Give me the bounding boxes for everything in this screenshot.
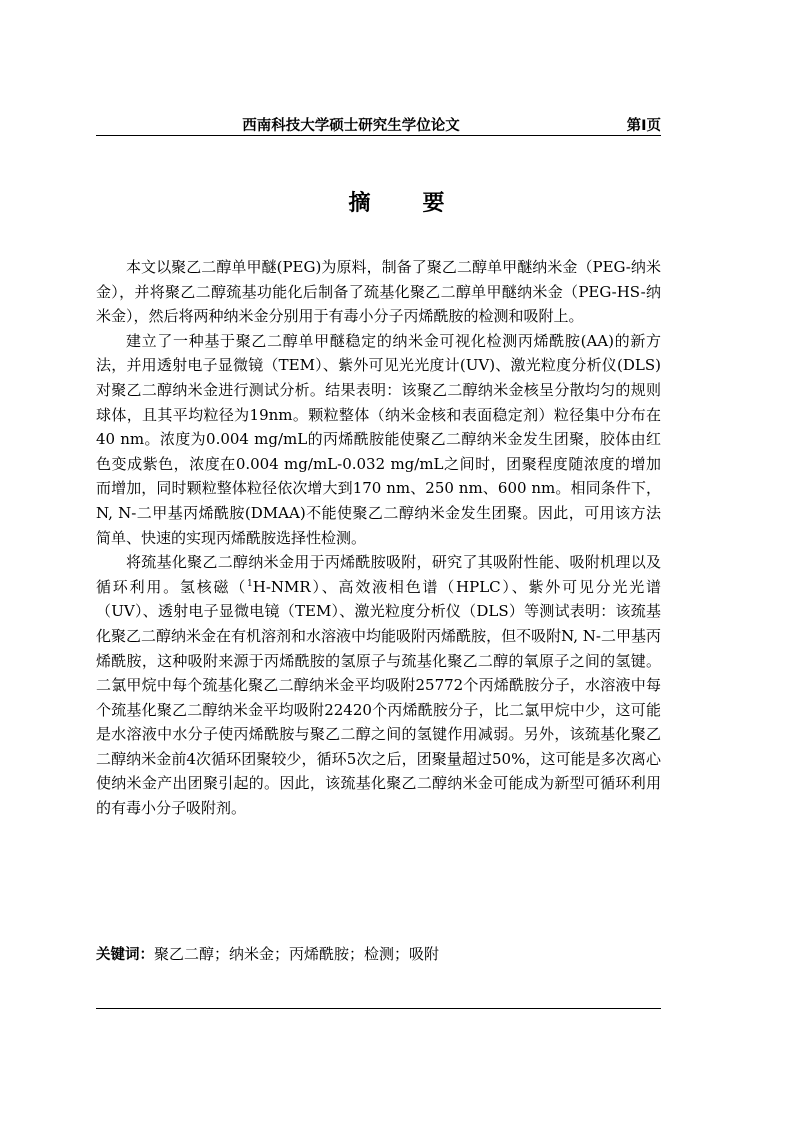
- abstract-body: [96, 255, 661, 821]
- running-header: [96, 112, 661, 136]
- paragraph-3-part-b: H-NMR）、高效液相色谱（HPLC）、紫外可见分光光谱（UV）、透射电子显微电镜（TEM）、激光粒度分析仪（DLS）等测试表明：该巯基化聚乙二醇纳米金在有机溶剂和水溶液中均能吸附丙烯酰胺，但不吸附N, N-二甲基丙烯酰胺，这种吸附来源于丙烯酰胺的氢原子与巯基化聚乙二醇的氧原子之间的氢键。二氯甲烷中每个巯基化聚乙二醇纳米金平均吸附25772个丙烯酰胺分子，水溶液中每个巯基化聚乙二醇纳米金平均吸附22420个丙烯酰胺分子，比二氯甲烷中少，这可能是水溶液中水分子使丙烯酰胺与聚乙二醇之间的氢键作用减弱。另外，该巯基化聚乙二醇纳米金前4次循环团聚较少，循环5次之后，团聚量超过50%，这可能是多次离心使纳米金产出团聚引起的。因此，该巯基化聚乙二醇纳米金可能成为新型可循环利用的有毒小分子吸附剂。: [96, 577, 661, 818]
- keywords-line: [96, 942, 661, 967]
- abstract-paragraph-1: 本文以聚乙二醇单甲醚(PEG)为原料，制备了聚乙二醇单甲醚纳米金（PEG-纳米金），并将聚乙二醇巯基功能化后制备了巯基化聚乙二醇单甲醚纳米金（PEG-HS-纳米金），然后将两种纳米金分别用于有毒小分子丙烯酰胺的检测和吸附上。: [96, 258, 661, 326]
- paragraph-3-part-a: 将巯基化聚乙二醇纳米金用于丙烯酰胺吸附，研究了其吸附性能、吸附机理以及循环利用。氢核磁（: [96, 553, 661, 596]
- footer-divider: [96, 1008, 661, 1009]
- abstract-paragraph-2: 建立了一种基于聚乙二醇单甲醚稳定的纳米金可视化检测丙烯酰胺(AA)的新方法，并用透射电子显微镜（TEM）、紫外可见光光度计(UV)、激光粒度分析仪(DLS)对聚乙二醇纳米金进行测试分析。结果表明：该聚乙二醇纳米金核呈分散均匀的规则球体，且其平均粒径为19nm。颗粒整体（纳米金核和表面稳定剂）粒径集中分布在40 nm。浓度为0.004 mg/mL的丙烯酰胺能使聚乙二醇纳米金发生团聚，胶体由红色变成紫色，浓度在0.004 mg/mL-0.032 mg/mL之间时，团聚程度随浓度的增加而增加，同时颗粒整体粒径依次增大到170 nm、250 nm、600 nm。相同条件下，N, N-二甲基丙烯酰胺(DMAA)不能使聚乙二醇纳米金发生团聚。因此，可用该方法简单、快速的实现丙烯酰胺选择性检测。: [96, 331, 661, 547]
- abstract-paragraph-3: [96, 550, 661, 821]
- keywords-label: 关键词：: [96, 947, 154, 963]
- header-divider: [96, 135, 661, 136]
- keywords-text: 聚乙二醇；纳米金；丙烯酰胺；检测；吸附: [154, 945, 440, 963]
- abstract-heading: 摘要: [348, 191, 497, 216]
- page-number: 第I页: [626, 118, 661, 134]
- thesis-header-title: 西南科技大学硕士研究生学位论文: [242, 118, 460, 134]
- superscript-1: 1: [247, 578, 253, 589]
